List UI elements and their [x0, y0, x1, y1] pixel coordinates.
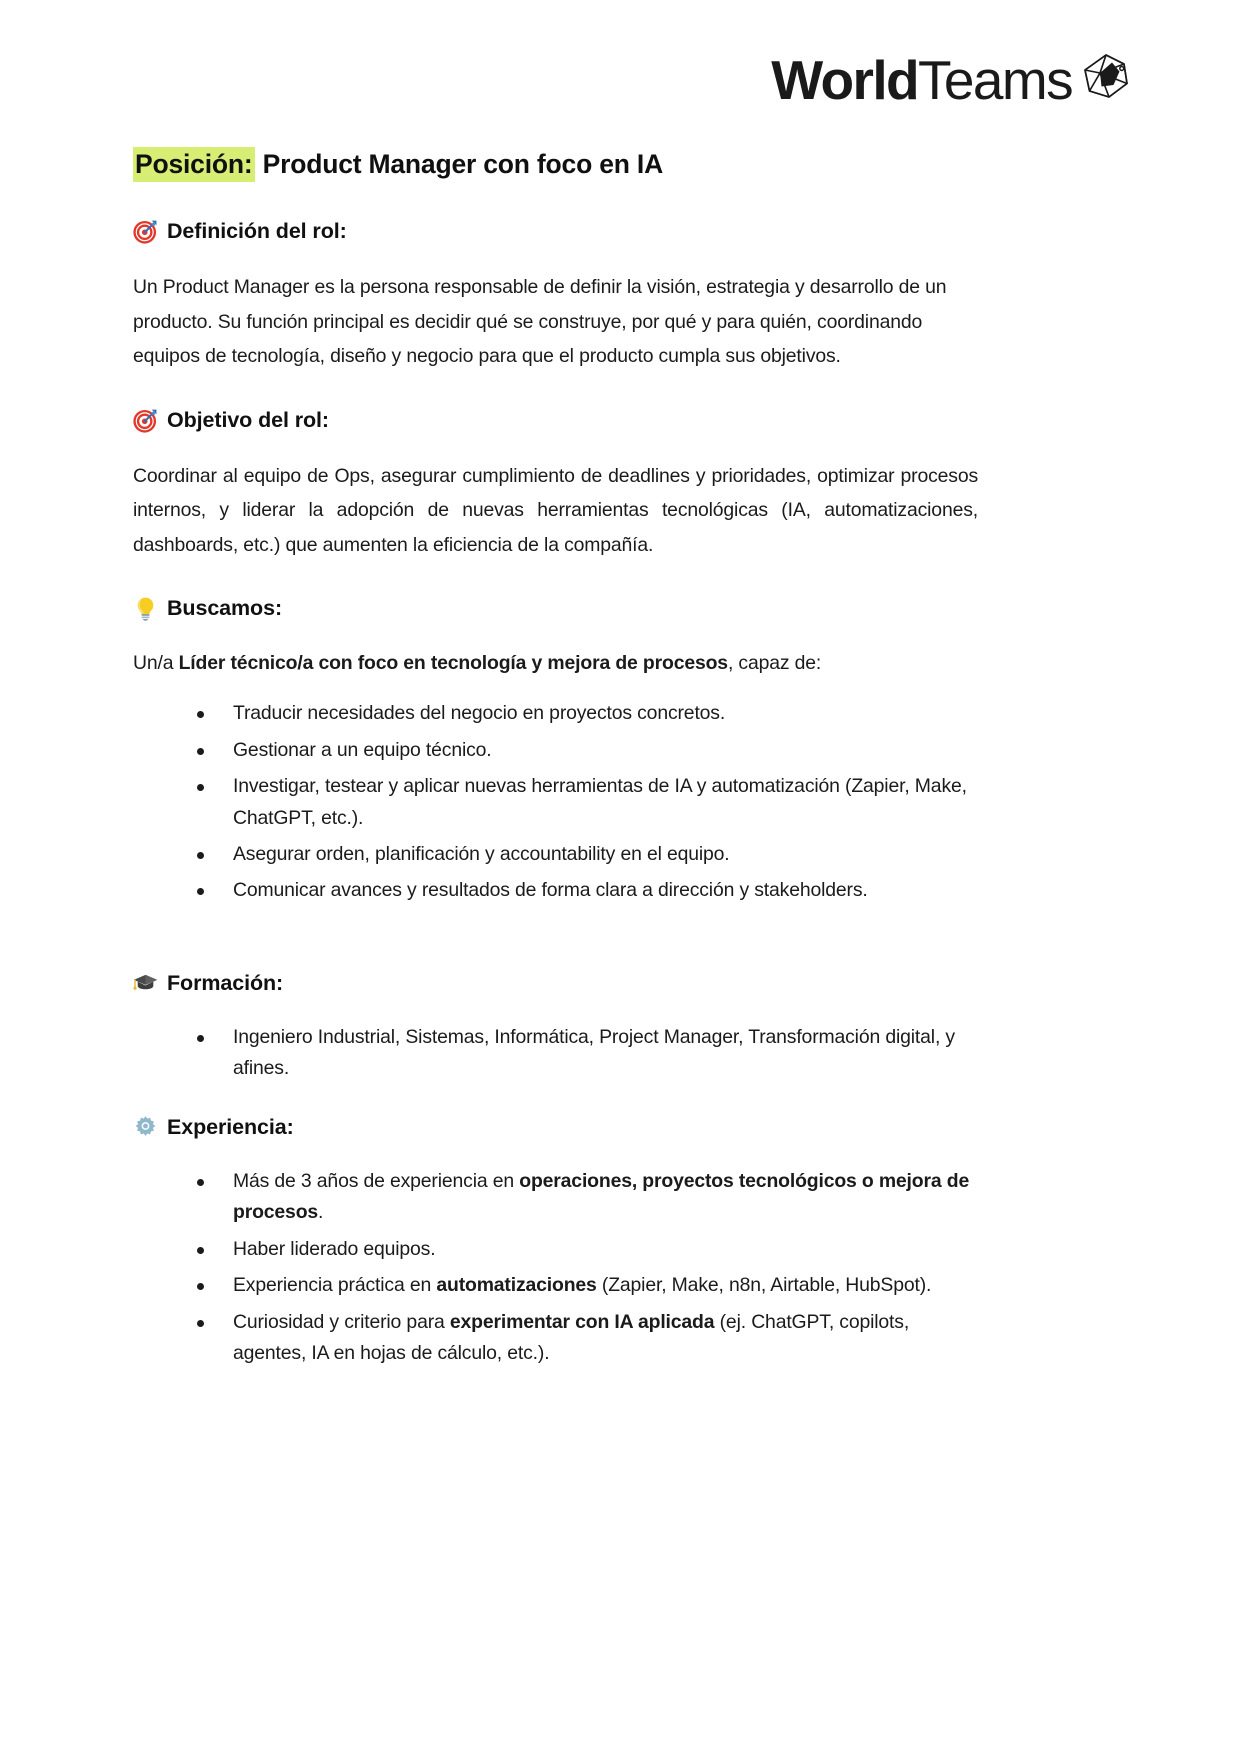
list-item: Asegurar orden, planificación y accountability en el equipo.: [197, 839, 978, 870]
list-item: Comunicar avances y resultados de forma clara a dirección y stakeholders.: [197, 875, 978, 906]
position-value: Product Manager con foco en IA: [262, 149, 664, 179]
item-suffix: (Zapier, Make, n8n, Airtable, HubSpot).: [596, 1274, 932, 1297]
section-heading-objetivo: [133, 408, 978, 433]
graduation-cap-icon: [133, 971, 158, 996]
item-suffix: (ej. ChatGPT, copilots, agentes, IA en hojas de cálculo, etc.).: [233, 1310, 910, 1364]
item-suffix: .: [318, 1201, 324, 1224]
section-title-text: Experiencia:: [167, 1114, 294, 1139]
page-title: [133, 148, 978, 181]
section-title-text: Buscamos:: [167, 596, 282, 621]
lead-prefix: Un/a: [133, 652, 179, 675]
list-item: Investigar, testear y aplicar nuevas herramientas de IA y automatización (Zapier, Make, ChatGPT, etc.).: [197, 771, 978, 834]
section-heading-formacion: [133, 971, 978, 996]
polyhedron-icon: [1082, 52, 1130, 105]
brand-wordmark: [771, 49, 1072, 111]
position-label-highlight: Posición:: [133, 147, 255, 182]
section-heading-experiencia: [133, 1115, 978, 1140]
brand-name-bold: World: [771, 49, 918, 111]
section-title-text: Definición del rol:: [167, 219, 347, 244]
item-bold: operaciones, proyectos tecnológicos o mejora de procesos: [233, 1169, 970, 1224]
item-prefix: Haber liderado equipos.: [233, 1237, 436, 1260]
dart-target-icon: [133, 408, 158, 433]
list-formacion: [133, 1022, 978, 1085]
lead-suffix: , capaz de:: [727, 652, 822, 675]
paragraph-definicion: Un Product Manager es la persona responsable de definir la visión, estrategia y desarrollo de un producto. Su función principal es decidir qué se construye, por qué y para quién, coordinando equipos de tecnología, diseño y negocio para que el producto cumpla sus objetivos.: [133, 276, 947, 368]
list-item: Ingeniero Industrial, Sistemas, Informática, Project Manager, Transformación digital, y afines.: [197, 1022, 978, 1085]
section-heading-buscamos: [133, 596, 978, 621]
item-prefix: Más de 3 años de experiencia en: [233, 1169, 520, 1192]
list-item: [197, 1270, 978, 1301]
section-title-text: Objetivo del rol:: [167, 407, 329, 432]
paragraph-buscamos-lead: [133, 647, 978, 680]
brand-logo: [771, 49, 1130, 111]
section-heading-definicion: [133, 219, 978, 244]
lead-bold: Líder técnico/a con foco en tecnología y mejora de procesos: [178, 652, 728, 675]
brand-name-light: Teams: [918, 49, 1072, 111]
section-spacer: [133, 937, 978, 971]
list-item: [197, 1307, 978, 1370]
list-experiencia: [133, 1166, 978, 1370]
list-item: [197, 1234, 978, 1265]
item-bold: automatizaciones: [436, 1274, 597, 1297]
item-prefix: Curiosidad y criterio para: [233, 1310, 450, 1333]
item-bold: experimentar con IA aplicada: [449, 1310, 715, 1333]
list-buscamos: [133, 698, 978, 907]
section-title-text: Formación:: [167, 970, 284, 995]
list-item: [197, 1166, 978, 1229]
paragraph-objetivo: Coordinar al equipo de Ops, asegurar cumplimiento de deadlines y prioridades, optimizar procesos internos, y liderar la adopción de nuevas herramientas tecnológicas (IA, automatizaciones, dashboards, etc.) que aumenten la eficiencia de la compañía.: [133, 464, 978, 556]
dart-target-icon: [133, 219, 158, 244]
item-prefix: Experiencia práctica en: [233, 1274, 437, 1297]
lightbulb-icon: [133, 596, 158, 621]
list-item: Traducir necesidades del negocio en proyectos concretos.: [197, 698, 978, 729]
list-item: Gestionar a un equipo técnico.: [197, 735, 978, 766]
document-body: [133, 148, 978, 1399]
gear-icon: [133, 1115, 158, 1140]
